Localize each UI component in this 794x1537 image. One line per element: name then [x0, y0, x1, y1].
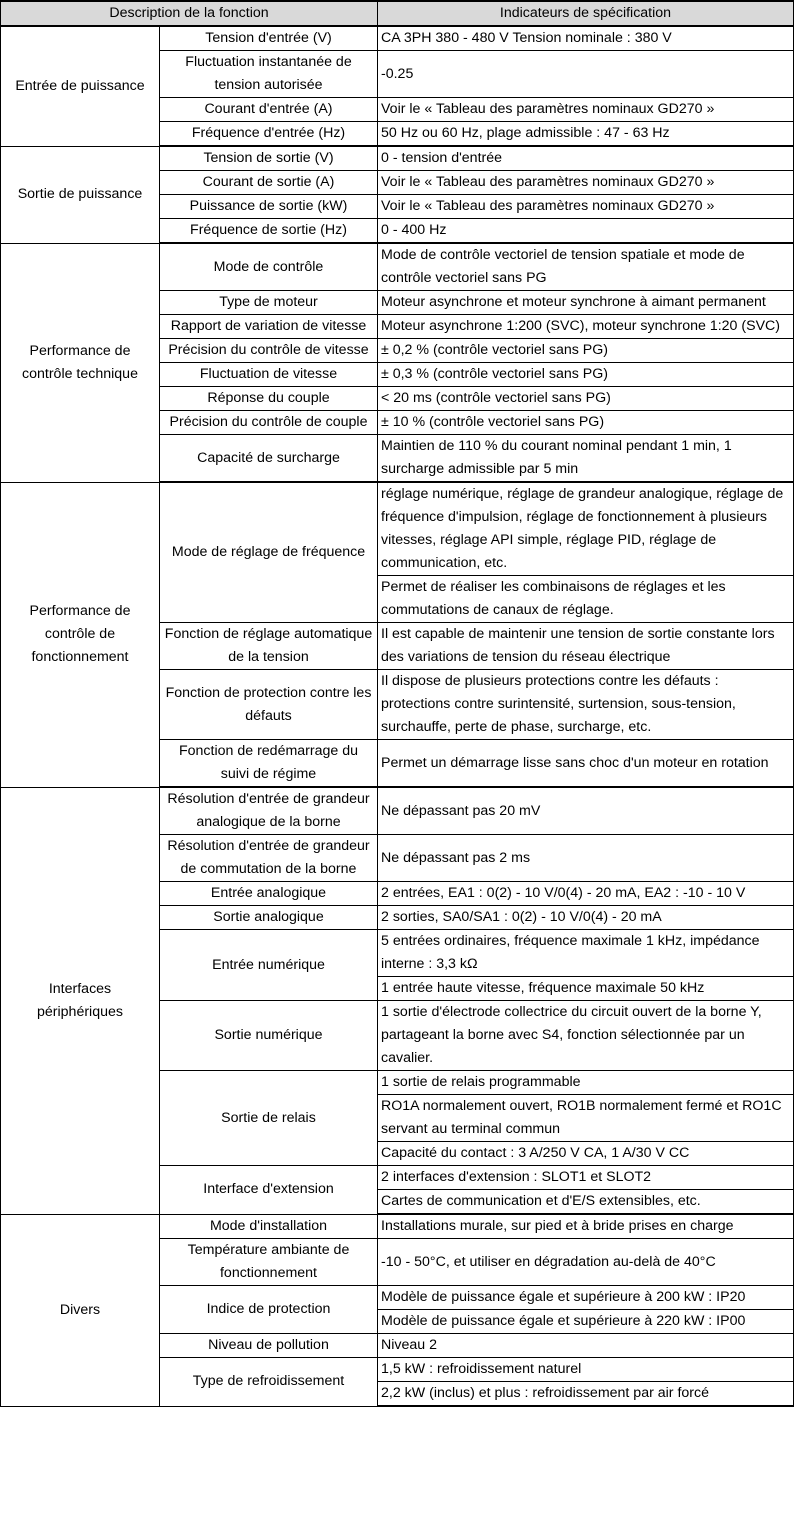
spec-value-cell: 2 entrées, EA1 : 0(2) - 10 V/0(4) - 20 mA, EA2 : -10 - 10 V [378, 882, 794, 906]
function-cell: Courant d'entrée (A) [160, 98, 378, 122]
function-cell: Entrée analogique [160, 882, 378, 906]
spec-value-cell: Modèle de puissance égale et supérieure à 200 kW : IP20 [378, 1286, 794, 1310]
spec-value-cell: 1 entrée haute vitesse, fréquence maximale 50 kHz [378, 977, 794, 1001]
function-cell: Fonction de redémarrage du suivi de régime [160, 740, 378, 788]
category-cell: Performance de contrôle de fonctionnement [1, 482, 160, 787]
table-row [1, 787, 794, 835]
category-cell: Performance de contrôle technique [1, 243, 160, 482]
spec-value-cell: 5 entrées ordinaires, fréquence maximale 1 kHz, impédance interne : 3,3 kΩ [378, 930, 794, 977]
spec-value-cell: ± 10 % (contrôle vectoriel sans PG) [378, 411, 794, 435]
table-row [1, 146, 794, 171]
spec-value-cell: -10 - 50°C, et utiliser en dégradation au-delà de 40°C [378, 1239, 794, 1286]
spec-value-cell: Installations murale, sur pied et à bride prises en charge [378, 1214, 794, 1239]
function-cell: Précision du contrôle de vitesse [160, 339, 378, 363]
spec-value-cell: Modèle de puissance égale et supérieure à 220 kW : IP00 [378, 1310, 794, 1334]
function-cell: Mode de contrôle [160, 243, 378, 291]
function-cell: Indice de protection [160, 1286, 378, 1334]
function-cell: Sortie numérique [160, 1001, 378, 1071]
spec-value-cell: Cartes de communication et d'E/S extensibles, etc. [378, 1190, 794, 1215]
table-row [1, 1214, 794, 1239]
function-cell: Réponse du couple [160, 387, 378, 411]
spec-value-cell: Voir le « Tableau des paramètres nominaux GD270 » [378, 195, 794, 219]
function-cell: Capacité de surcharge [160, 435, 378, 483]
function-cell: Fréquence d'entrée (Hz) [160, 122, 378, 147]
spec-value-cell: CA 3PH 380 - 480 V Tension nominale : 380 V [378, 26, 794, 51]
spec-value-cell: < 20 ms (contrôle vectoriel sans PG) [378, 387, 794, 411]
spec-value-cell: Voir le « Tableau des paramètres nominaux GD270 » [378, 171, 794, 195]
function-cell: Type de refroidissement [160, 1358, 378, 1407]
function-cell: Résolution d'entrée de grandeur de commutation de la borne [160, 835, 378, 882]
header-function: Description de la fonction [1, 1, 378, 26]
function-cell: Résolution d'entrée de grandeur analogique de la borne [160, 787, 378, 835]
function-cell: Mode d'installation [160, 1214, 378, 1239]
spec-value-cell: ± 0,3 % (contrôle vectoriel sans PG) [378, 363, 794, 387]
table-body [1, 26, 794, 1406]
spec-value-cell: Ne dépassant pas 20 mV [378, 787, 794, 835]
spec-value-cell: 2,2 kW (inclus) et plus : refroidissement par air forcé [378, 1382, 794, 1407]
spec-value-cell: Il est capable de maintenir une tension de sortie constante lors des variations de tension du réseau électrique [378, 623, 794, 670]
spec-value-cell: Voir le « Tableau des paramètres nominaux GD270 » [378, 98, 794, 122]
spec-value-cell: RO1A normalement ouvert, RO1B normalement fermé et RO1C servant au terminal commun [378, 1095, 794, 1142]
function-cell: Mode de réglage de fréquence [160, 482, 378, 623]
spec-value-cell: 1 sortie d'électrode collectrice du circuit ouvert de la borne Y, partageant la borne avec S4, fonction sélectionnée par un cavalier. [378, 1001, 794, 1071]
spec-value-cell: 0 - 400 Hz [378, 219, 794, 244]
table-header-row [1, 1, 794, 26]
spec-value-cell: 1 sortie de relais programmable [378, 1071, 794, 1095]
category-cell: Interfaces périphériques [1, 787, 160, 1214]
category-cell: Divers [1, 1214, 160, 1406]
function-cell: Courant de sortie (A) [160, 171, 378, 195]
spec-value-cell: Permet de réaliser les combinaisons de réglages et les commutations de canaux de réglage. [378, 576, 794, 623]
function-cell: Précision du contrôle de couple [160, 411, 378, 435]
spec-value-cell: ± 0,2 % (contrôle vectoriel sans PG) [378, 339, 794, 363]
table-row [1, 26, 794, 51]
function-cell: Température ambiante de fonctionnement [160, 1239, 378, 1286]
function-cell: Fréquence de sortie (Hz) [160, 219, 378, 244]
spec-value-cell: Moteur asynchrone et moteur synchrone à aimant permanent [378, 291, 794, 315]
table-row [1, 243, 794, 291]
spec-value-cell: 2 interfaces d'extension : SLOT1 et SLOT2 [378, 1166, 794, 1190]
function-cell: Niveau de pollution [160, 1334, 378, 1358]
spec-value-cell: 0 - tension d'entrée [378, 146, 794, 171]
spec-value-cell: 2 sorties, SA0/SA1 : 0(2) - 10 V/0(4) - 20 mA [378, 906, 794, 930]
spec-value-cell: Permet un démarrage lisse sans choc d'un moteur en rotation [378, 740, 794, 788]
spec-value-cell: Il dispose de plusieurs protections contre les défauts : protections contre surintensité, surtension, sous-tension, surchauffe, perte de phase, surcharge, etc. [378, 670, 794, 740]
spec-value-cell: Ne dépassant pas 2 ms [378, 835, 794, 882]
spec-value-cell: Capacité du contact : 3 A/250 V CA, 1 A/30 V CC [378, 1142, 794, 1166]
function-cell: Sortie analogique [160, 906, 378, 930]
spec-value-cell: Niveau 2 [378, 1334, 794, 1358]
function-cell: Type de moteur [160, 291, 378, 315]
function-cell: Tension d'entrée (V) [160, 26, 378, 51]
spec-value-cell: Mode de contrôle vectoriel de tension spatiale et mode de contrôle vectoriel sans PG [378, 243, 794, 291]
function-cell: Rapport de variation de vitesse [160, 315, 378, 339]
function-cell: Fonction de réglage automatique de la tension [160, 623, 378, 670]
spec-value-cell: Moteur asynchrone 1:200 (SVC), moteur synchrone 1:20 (SVC) [378, 315, 794, 339]
header-spec: Indicateurs de spécification [378, 1, 794, 26]
spec-value-cell: 1,5 kW : refroidissement naturel [378, 1358, 794, 1382]
spec-value-cell: réglage numérique, réglage de grandeur analogique, réglage de fréquence d'impulsion, réglage de fonctionnement à plusieurs vitesses, réglage API simple, réglage PID, réglage de communication, etc. [378, 482, 794, 576]
function-cell: Tension de sortie (V) [160, 146, 378, 171]
function-cell: Fluctuation instantanée de tension autorisée [160, 51, 378, 98]
category-cell: Sortie de puissance [1, 146, 160, 243]
spec-value-cell: Maintien de 110 % du courant nominal pendant 1 min, 1 surcharge admissible par 5 min [378, 435, 794, 483]
table-row [1, 482, 794, 576]
function-cell: Entrée numérique [160, 930, 378, 1001]
category-cell: Entrée de puissance [1, 26, 160, 146]
function-cell: Puissance de sortie (kW) [160, 195, 378, 219]
function-cell: Fluctuation de vitesse [160, 363, 378, 387]
function-cell: Interface d'extension [160, 1166, 378, 1215]
spec-value-cell: -0.25 [378, 51, 794, 98]
spec-value-cell: 50 Hz ou 60 Hz, plage admissible : 47 - 63 Hz [378, 122, 794, 147]
function-cell: Fonction de protection contre les défauts [160, 670, 378, 740]
function-cell: Sortie de relais [160, 1071, 378, 1166]
